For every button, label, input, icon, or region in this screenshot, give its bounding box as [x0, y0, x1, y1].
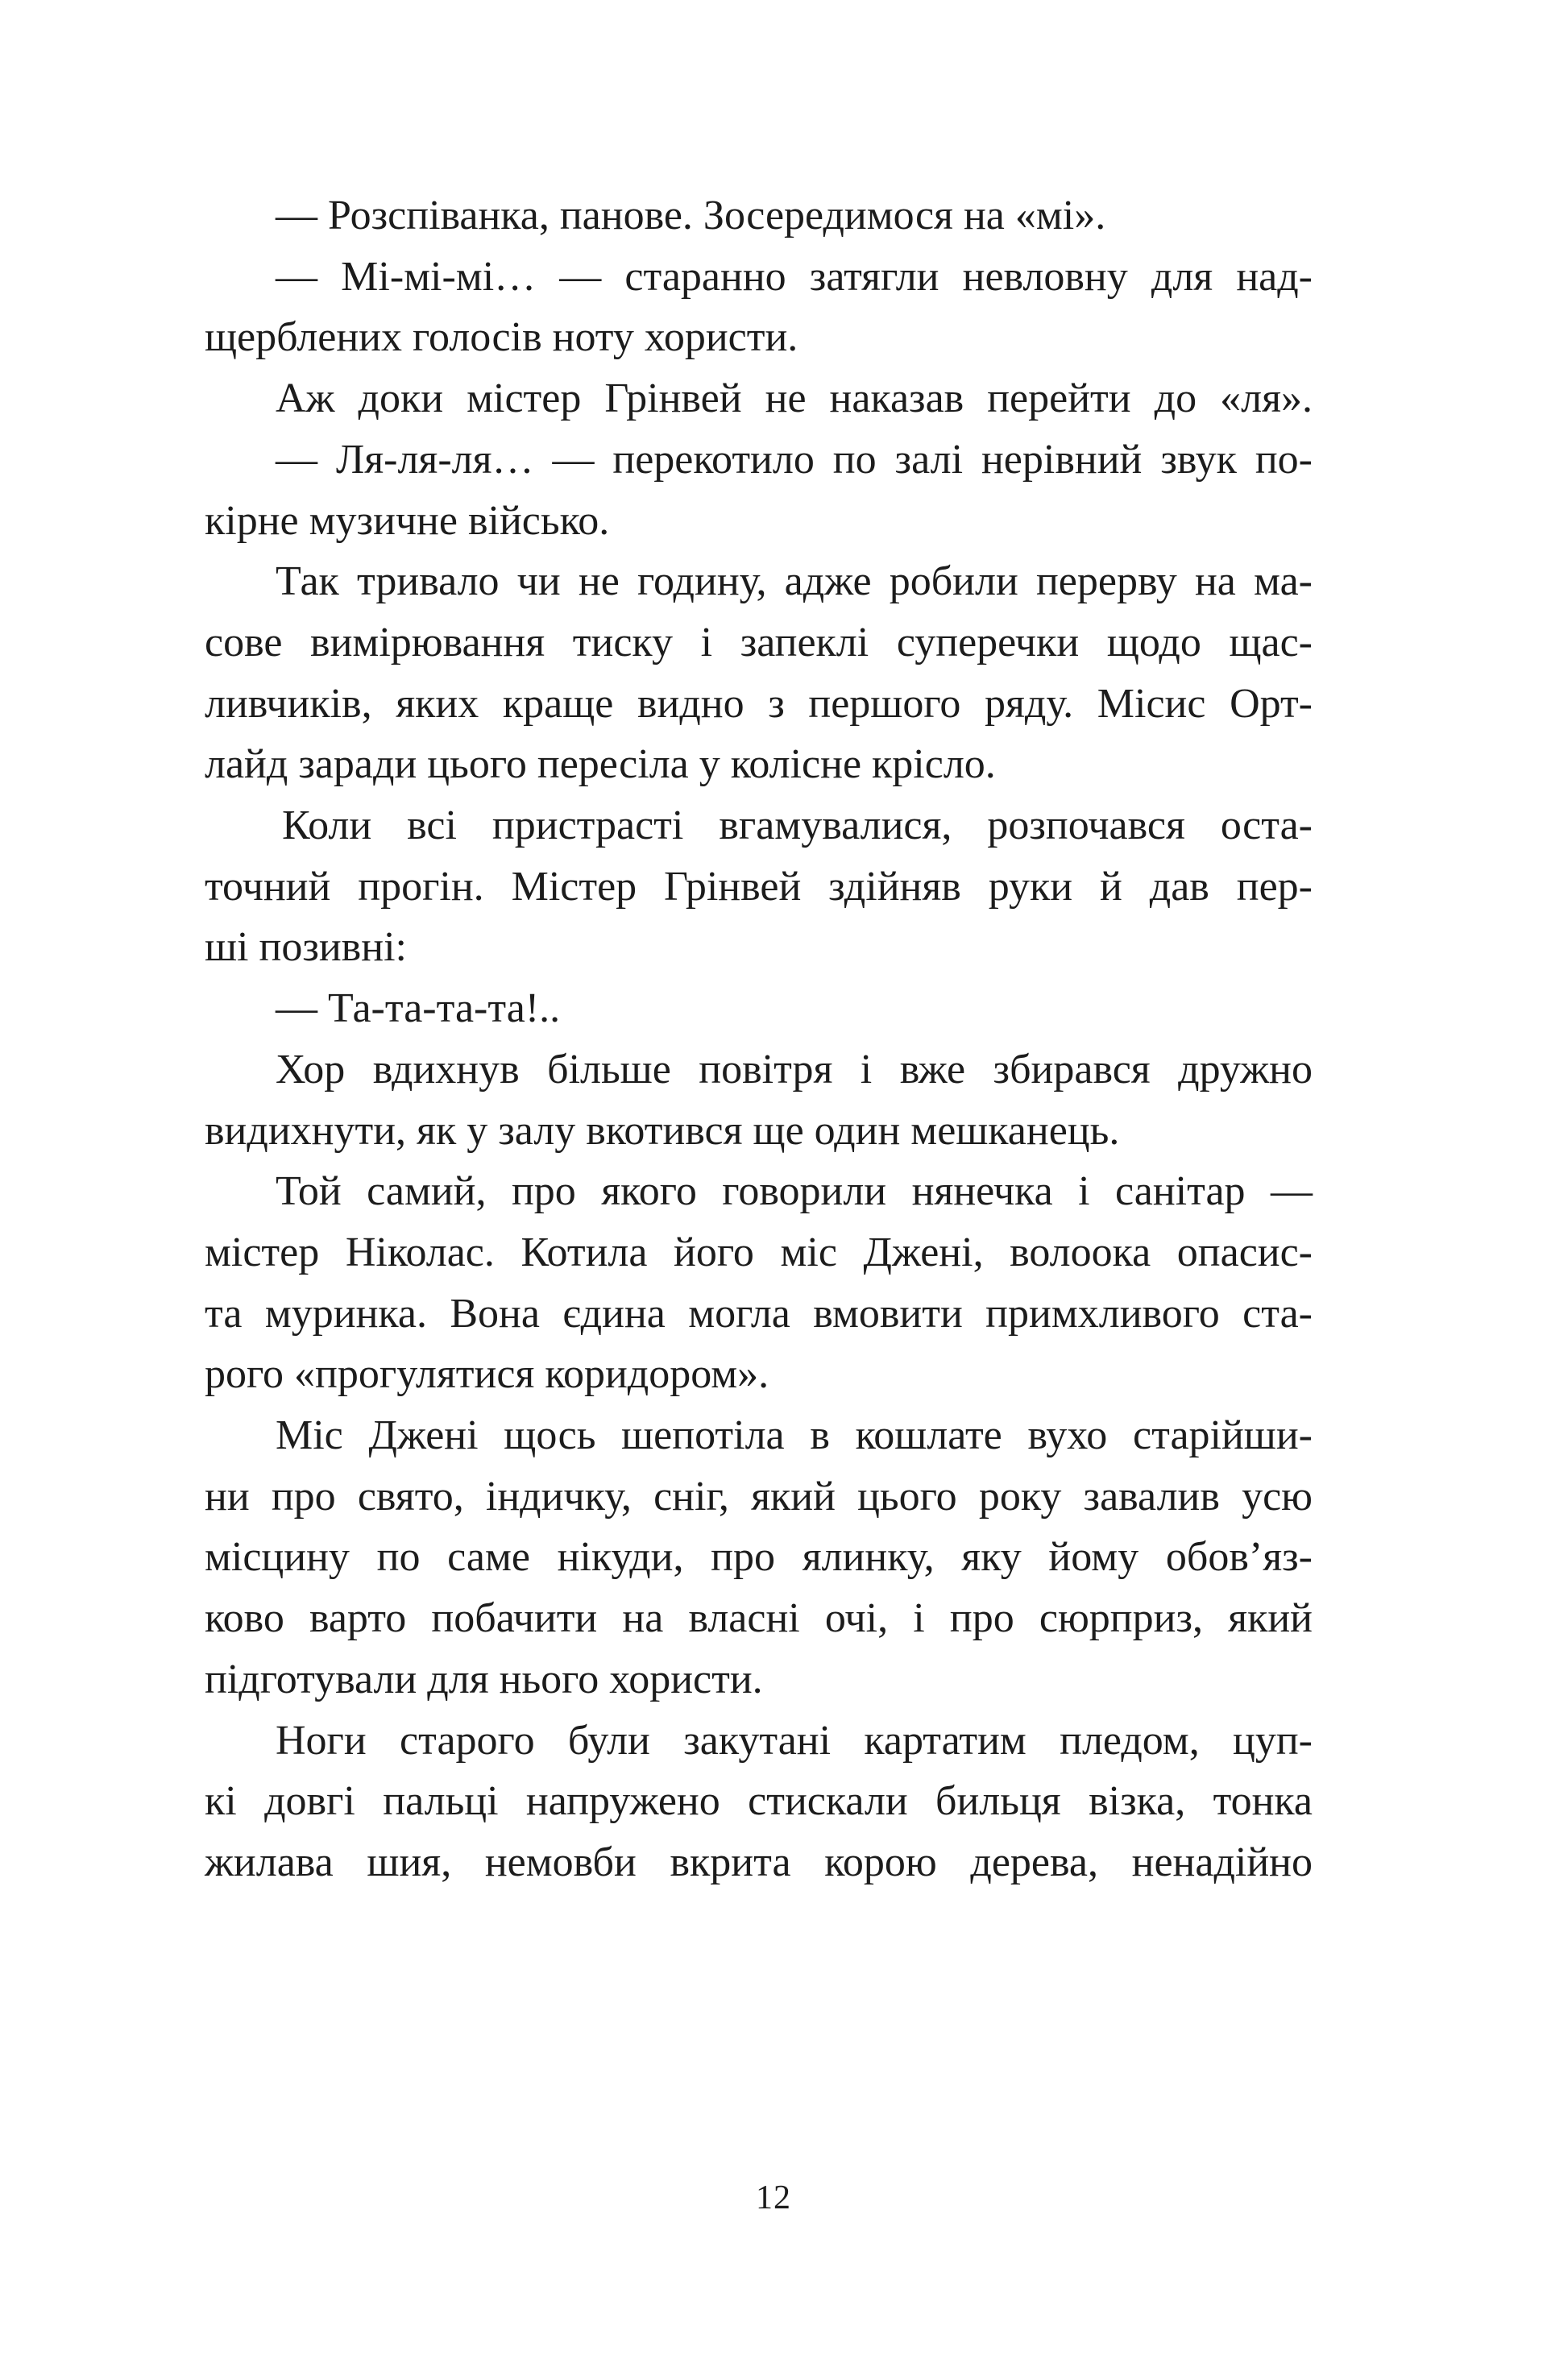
- page-number: 12: [756, 2179, 791, 2216]
- text-line: Хор вдихнув більше повітря і вже збирався дружно: [276, 1046, 1313, 1093]
- text-line: — Розспіванка, панове. Зосередимося на «мі».: [276, 193, 1106, 238]
- text-line: ни про свято, індичку, сніг, який цього року завалив усю: [205, 1473, 1313, 1520]
- text-line: Коли всі пристрасті вгамувалися, розпочався оста-: [282, 802, 1313, 849]
- text-line: видихнути, як у залу вкотився ще один мешканець.: [205, 1107, 1120, 1154]
- text-line: лайд заради цього пересіла у колісне крісло.: [205, 741, 996, 788]
- text-line: ково варто побачити на власні очі, і про сюрприз, який: [205, 1595, 1313, 1642]
- text-line: ші позивні:: [205, 924, 407, 971]
- text-line: жилава шия, немовби вкрита корою дерева, ненадійно: [205, 1839, 1313, 1885]
- text-line: Аж доки містер Грінвей не наказав перейти до «ля».: [276, 375, 1313, 422]
- text-line: щерблених голосів ноту хористи.: [205, 314, 798, 361]
- text-line: Той самий, про якого говорили нянечка і санітар —: [276, 1168, 1313, 1215]
- text-line: — Ля-ля-ля… — перекотило по залі нерівний звук по-: [276, 436, 1313, 483]
- text-line: Так тривало чи не годину, адже робили перерву на ма-: [276, 558, 1313, 605]
- text-line: точний прогін. Містер Грінвей здійняв руки й дав пер-: [205, 863, 1313, 910]
- text-line: Міс Джені щось шепотіла в кошлате вухо старійши-: [276, 1412, 1313, 1459]
- text-line: рого «прогулятися коридором».: [205, 1351, 769, 1398]
- text-line: підготували для нього хористи.: [205, 1656, 763, 1702]
- text-line: — Та-та-та-та!..: [276, 985, 561, 1032]
- text-line: — Мі-мі-мі… — старанно затягли невловну для над-: [276, 253, 1313, 300]
- text-line: місцину по саме нікуди, про ялинку, яку йому обов’яз-: [205, 1534, 1313, 1581]
- text-line: сове вимірювання тиску і запеклі суперечки щодо щас-: [205, 619, 1313, 665]
- text-line: ливчиків, яких краще видно з першого ряду. Місис Орт-: [205, 680, 1313, 727]
- text-line: Ноги старого були закутані картатим пледом, цуп-: [276, 1717, 1313, 1764]
- text-line: кірне музичне військо.: [205, 497, 610, 544]
- text-line: та муринка. Вона єдина могла вмовити примхливого ста-: [205, 1290, 1313, 1337]
- text-line: містер Ніколас. Котила його міс Джені, волоока опасис-: [205, 1229, 1313, 1275]
- text-line: кі довгі пальці напружено стискали бильця візка, тонка: [205, 1778, 1313, 1825]
- body-text: [205, 185, 1313, 1893]
